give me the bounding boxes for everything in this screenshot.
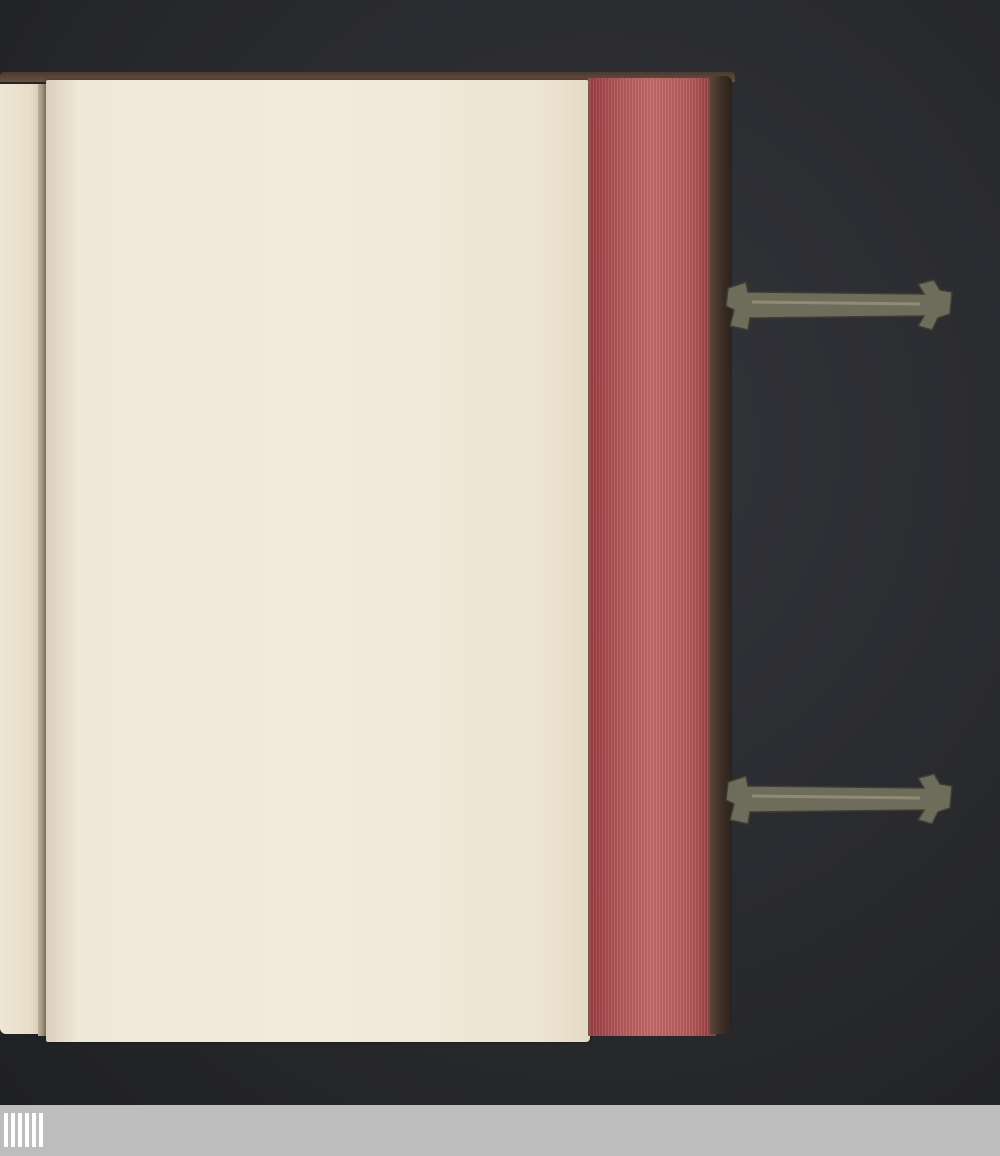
page-header <box>66 108 522 138</box>
red-fore-edge <box>588 78 716 1036</box>
upper-clasp-icon <box>724 278 956 334</box>
catchword <box>66 258 522 283</box>
responsio-heading <box>66 218 522 258</box>
section-subheading <box>66 178 522 212</box>
library-logo-icon <box>4 1111 44 1149</box>
page-text <box>66 108 522 283</box>
section-heading <box>66 144 522 178</box>
book-cover-edge <box>710 76 732 1034</box>
library-footer <box>0 1105 1000 1156</box>
lower-clasp-icon <box>724 772 956 828</box>
